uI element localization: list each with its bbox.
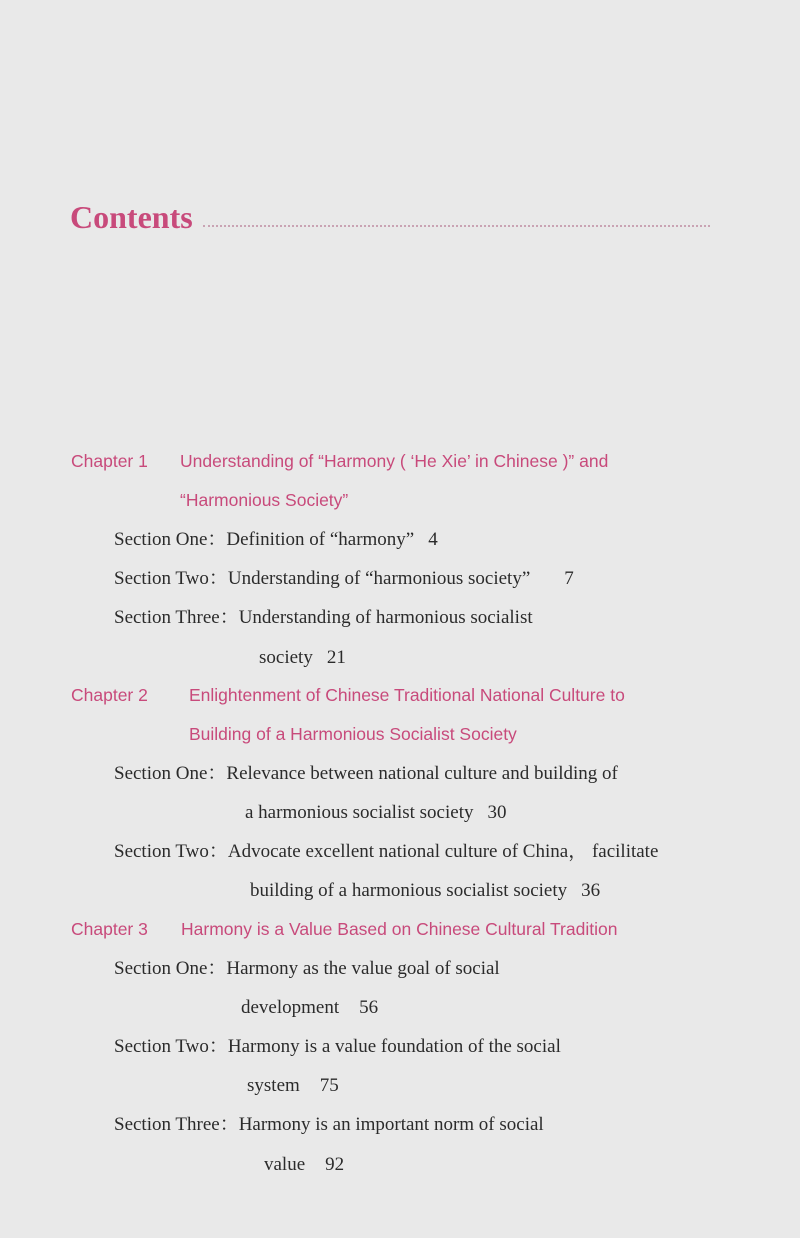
chapter-number: Chapter 1 [71,451,148,471]
page-number: 92 [325,1154,345,1175]
toc-entry-3-1[interactable] [114,949,500,988]
section-label: Section Three： [114,1114,239,1135]
section-label: Section Two： [114,841,228,862]
toc-entry-2-2[interactable] [114,832,658,871]
page-number: 21 [326,647,346,668]
section-label: Section Two： [114,568,228,589]
toc-entry-2-1-continued[interactable] [245,793,506,832]
section-title: society [259,647,313,668]
toc-entry-1-3[interactable] [114,598,533,637]
toc-entry-2-2-continued[interactable] [250,871,600,910]
section-label: Section Two： [114,1036,228,1057]
section-title: building of a harmonious socialist society [250,880,568,901]
toc-entry-1-1[interactable] [114,520,438,559]
toc-entry-3-2-continued[interactable] [247,1066,339,1105]
section-title: value [264,1154,306,1175]
page-number: 56 [359,997,379,1018]
page-number: 7 [564,568,574,589]
toc-entry-3-1-continued[interactable] [241,988,378,1027]
page-number: 30 [487,802,507,823]
chapter-number: Chapter 2 [71,685,148,705]
chapter-number: Chapter 3 [71,919,148,939]
toc-title-row [70,193,710,237]
section-label: Section One： [114,763,227,784]
page-number: 75 [319,1075,339,1096]
chapter-title-line: Harmony is a Value Based on Chinese Cultural Tradition [181,919,618,939]
toc-entry-3-3-continued[interactable] [264,1145,344,1184]
page-number: 36 [581,880,601,901]
section-title: system [247,1075,300,1096]
chapter-1-heading[interactable] [71,442,731,510]
section-title: Understanding of harmonious socialist [238,607,533,628]
chapter-2-heading[interactable] [71,676,731,744]
chapter-title-line: Understanding of “Harmony ( ‘He Xie’ in Chinese )” and [180,451,609,471]
chapter-title-line: Enlightenment of Chinese Traditional National Culture to [189,685,625,705]
section-label: Section One： [114,529,227,550]
page-number: 4 [428,529,438,550]
page-title: Contents [70,199,193,235]
title-dotted-leader [203,224,710,227]
chapter-title-line: “Harmonious Society” [180,490,349,510]
section-label: Section One： [114,958,227,979]
chapter-title-line: Building of a Harmonious Socialist Society [189,724,517,744]
section-title: a harmonious socialist society [245,802,474,823]
toc-entry-1-2[interactable] [114,559,574,598]
section-title: development [241,997,340,1018]
toc-entry-2-1[interactable] [114,754,618,793]
section-title: Harmony as the value goal of social [226,958,500,979]
section-title: Harmony is an important norm of social [238,1114,544,1135]
chapter-3-heading[interactable] [71,910,731,949]
section-title: Definition of “harmony” [226,529,415,550]
section-label: Section Three： [114,607,239,628]
section-title: Relevance between national culture and building of [226,763,618,784]
toc-entry-3-3[interactable] [114,1105,544,1144]
section-title: Advocate excellent national culture of China， facilitate [227,841,659,862]
toc-entry-1-3-continued[interactable] [259,638,346,677]
section-title: Harmony is a value foundation of the social [227,1036,561,1057]
section-title: Understanding of “harmonious society” [227,568,531,589]
toc-entry-3-2[interactable] [114,1027,561,1066]
